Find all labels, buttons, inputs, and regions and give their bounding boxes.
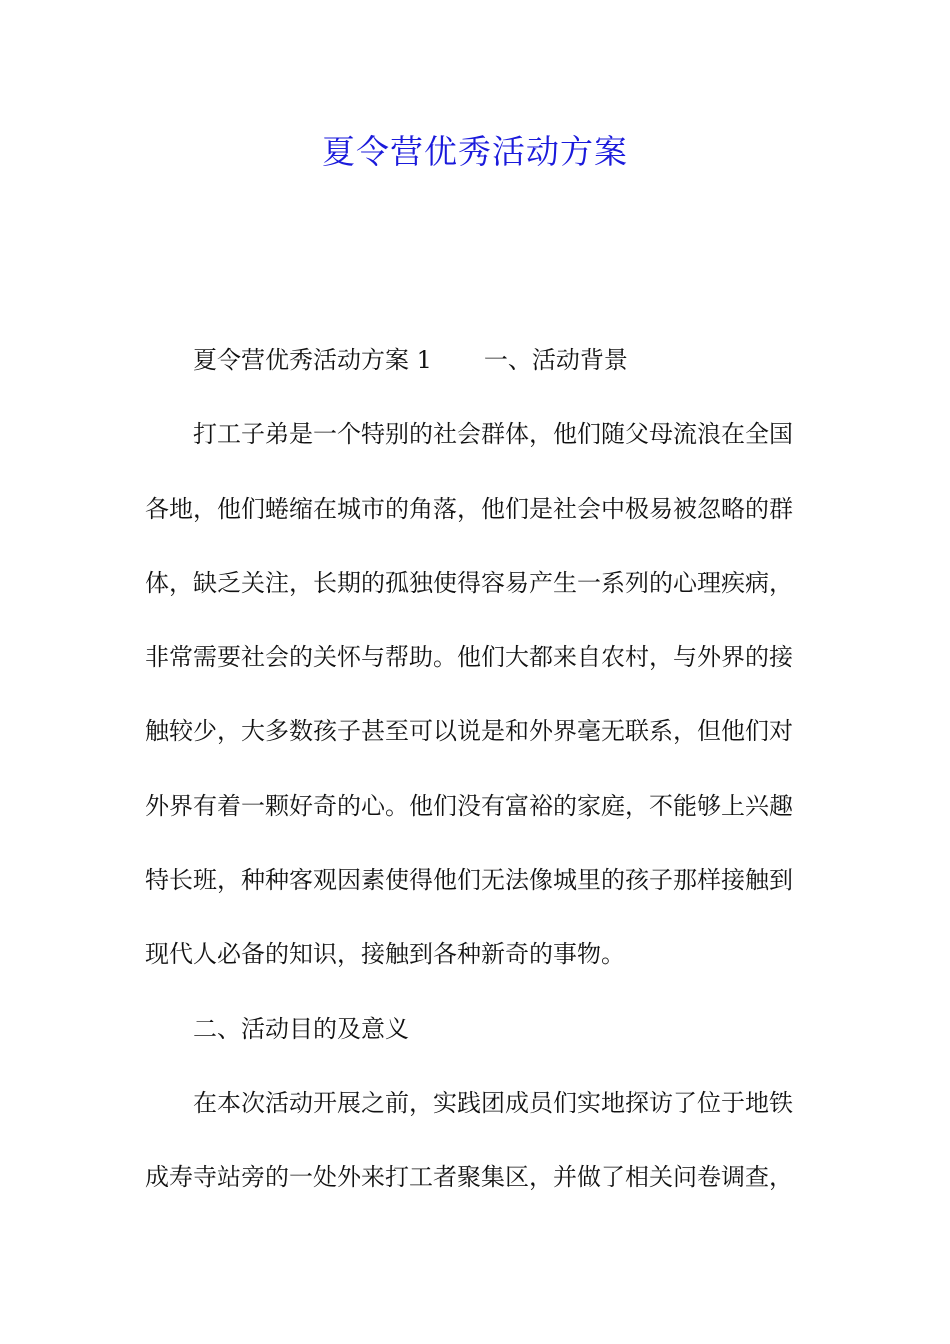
paragraph-line: 特长班，种种客观因素使得他们无法像城里的孩子那样接触到 [145,866,793,895]
section-heading-plan-1: 夏令营优秀活动方案 1 [193,346,432,374]
paragraph-line: 在本次活动开展之前，实践团成员们实地探访了位于地铁 [193,1088,793,1117]
paragraph-line [145,338,807,412]
paragraph-line: 外界有着一颗好奇的心。他们没有富裕的家庭，不能够上兴趣 [145,791,793,820]
paragraph-line: 打工子弟是一个特别的社会群体，他们随父母流浪在全国 [193,420,793,449]
paragraph-line: 各地，他们蜷缩在城市的角落，他们是社会中极易被忽略的群 [145,494,793,523]
paragraph-line: 现代人必备的知识，接触到各种新奇的事物。 [145,940,625,969]
document-body [145,338,807,1230]
section-heading-background: 一、活动背景 [483,346,628,374]
section-heading-purpose: 二、活动目的及意义 [193,1014,409,1043]
paragraph-line: 成寿寺站旁的一处外来打工者聚集区，并做了相关问卷调查， [145,1163,793,1192]
paragraph-line: 体，缺乏关注，长期的孤独使得容易产生一系列的心理疾病， [145,568,793,597]
paragraph-line: 触较少，大多数孩子甚至可以说是和外界毫无联系，但他们对 [145,717,793,746]
paragraph-line: 非常需要社会的关怀与帮助。他们大都来自农村，与外界的接 [145,643,793,672]
document-title: 夏令营优秀活动方案 [322,132,628,171]
